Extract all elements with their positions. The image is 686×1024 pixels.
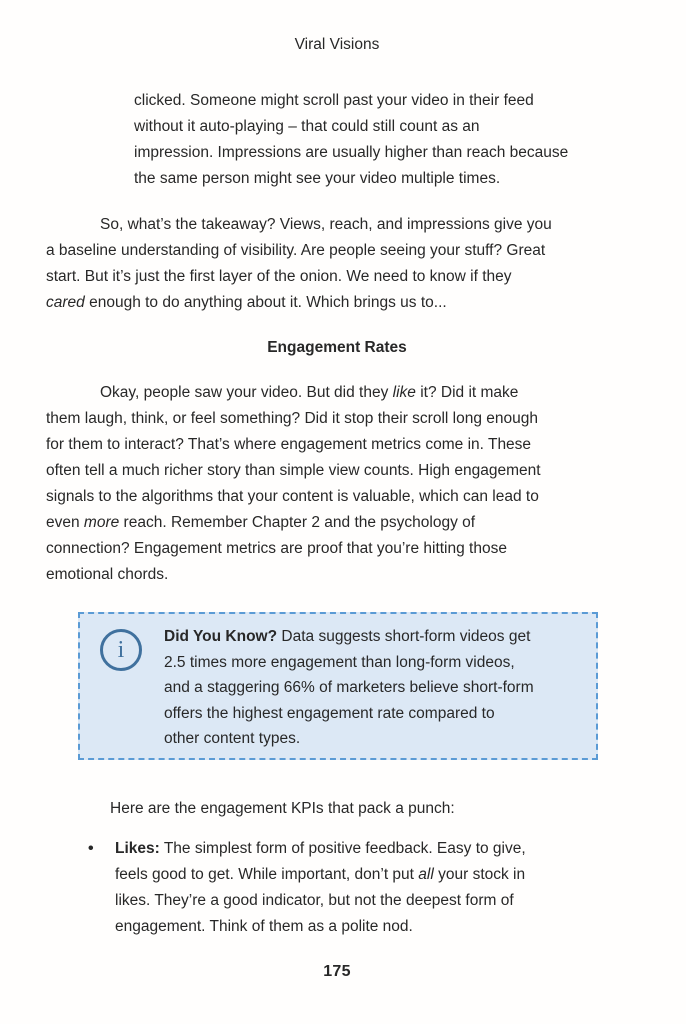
text-segment: all [418, 865, 434, 883]
text-segment: clicked. Someone might scroll past your video in their feed [134, 92, 534, 109]
text-segment: emotional chords. [46, 566, 169, 583]
text-line [134, 114, 628, 140]
text-line [115, 888, 628, 914]
text-line [46, 264, 628, 290]
kpi-list [46, 836, 628, 940]
text-line [46, 238, 628, 264]
text-line [134, 166, 628, 192]
text-segment: feels good to get. While important, don’t put [115, 865, 419, 883]
text-segment: a baseline understanding of visibility. Are people seeing your stuff? Great [46, 242, 546, 259]
text-line [115, 862, 628, 888]
text-line [46, 406, 628, 432]
text-line [46, 380, 628, 406]
text-segment: more [83, 514, 120, 531]
text-line [46, 290, 628, 316]
text-line [46, 212, 628, 238]
text-line [164, 726, 584, 752]
text-segment: engagement. Think of them as a polite nod. [115, 917, 413, 935]
text-segment: it? Did it make [415, 384, 519, 401]
text-segment: So, what’s the takeaway? Views, reach, and impressions give you [100, 216, 552, 233]
text-segment: impression. Impressions are usually higher than reach because [134, 144, 569, 161]
text-line [164, 650, 584, 676]
text-segment: them laugh, think, or feel something? Did it stop their scroll long enough [46, 410, 538, 427]
text-segment: like [392, 384, 416, 401]
info-icon [100, 629, 142, 671]
text-segment: Okay, people saw your video. But did they [100, 384, 393, 401]
info-icon-glyph: i [117, 637, 125, 663]
section-heading: Engagement Rates [267, 339, 407, 356]
text-segment: offers the highest engagement rate compared to [164, 704, 495, 722]
did-you-know-callout [78, 612, 598, 760]
text-line [46, 484, 628, 510]
text-line [164, 675, 584, 701]
text-line [134, 140, 628, 166]
text-segment: Did You Know? [164, 628, 278, 645]
text-line [134, 88, 628, 114]
text-line [46, 432, 628, 458]
text-line [164, 624, 584, 650]
text-line [46, 562, 628, 588]
text-segment: likes. They’re a good indicator, but not the deepest form of [115, 891, 514, 909]
kpi-intro: Here are the engagement KPIs that pack a punch: [110, 799, 455, 817]
text-line [115, 914, 628, 940]
paragraph-engagement [46, 380, 628, 588]
text-line [115, 836, 628, 862]
paragraph-takeaway [46, 212, 628, 316]
running-header: Viral Visions [294, 36, 380, 53]
text-segment: and a staggering 66% of marketers believe short-form [164, 679, 534, 696]
text-segment: connection? Engagement metrics are proof that you’re hitting those [46, 540, 507, 557]
text-segment: often tell a much richer story than simple view counts. High engagement [46, 462, 541, 479]
text-segment: Likes: [115, 839, 160, 857]
callout-text [164, 624, 584, 752]
text-line [46, 536, 628, 562]
bullet-icon: • [88, 839, 94, 857]
text-segment: enough to do anything about it. Which brings us to... [84, 294, 447, 311]
paragraph-continuation [134, 88, 628, 192]
text-segment: 2.5 times more engagement than long-form videos, [164, 653, 515, 671]
text-segment: signals to the algorithms that your content is valuable, which can lead to [46, 488, 539, 505]
text-segment: Data suggests short-form videos get [277, 628, 531, 645]
text-line [46, 458, 628, 484]
text-segment: start. But it’s just the first layer of the onion. We need to know if they [46, 268, 512, 285]
text-line [164, 701, 584, 727]
text-segment: The simplest form of positive feedback. Easy to give, [159, 839, 526, 857]
text-segment: without it auto-playing – that could still count as an [134, 118, 480, 135]
text-segment: your stock in [433, 865, 526, 883]
page-number: 175 [323, 962, 351, 980]
text-segment: the same person might see your video multiple times. [134, 170, 501, 187]
text-line [46, 510, 628, 536]
list-item-text [115, 836, 628, 940]
text-segment: for them to interact? That’s where engagement metrics come in. These [46, 436, 532, 453]
list-item [88, 836, 628, 940]
text-segment: reach. Remember Chapter 2 and the psychology of [119, 514, 476, 531]
text-segment: even [46, 514, 84, 531]
text-segment: cared [46, 294, 85, 311]
text-segment: other content types. [164, 730, 301, 747]
